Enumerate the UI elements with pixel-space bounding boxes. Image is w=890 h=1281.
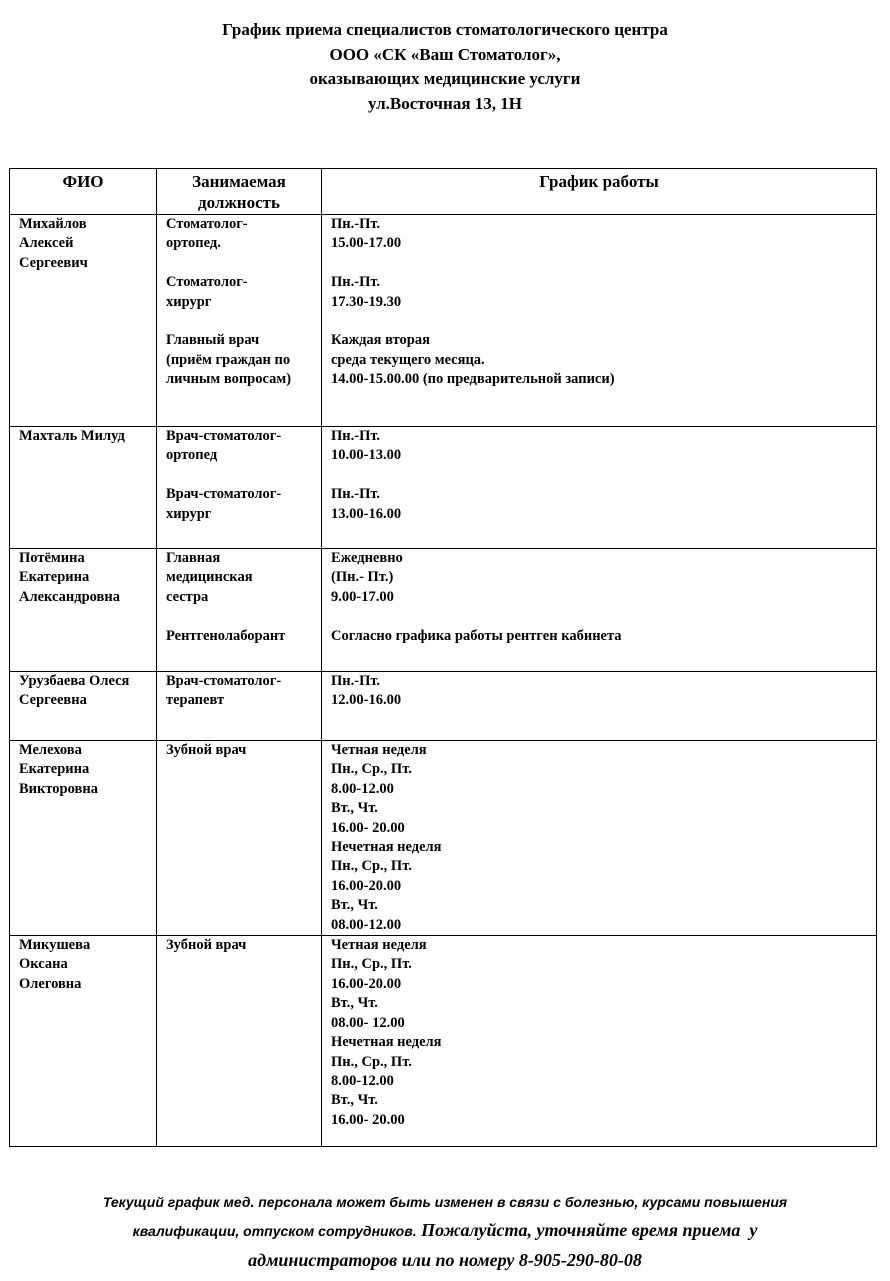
title-line: оказывающих медицинские услуги <box>309 69 581 88</box>
cell-line: Согласно графика работы рентген кабинета <box>331 627 622 644</box>
cell-line: Врач-стоматолог- <box>166 673 282 689</box>
table-header-row <box>10 169 877 215</box>
cell-line: Главная <box>166 550 221 566</box>
cell-line: терапевт <box>166 692 225 709</box>
cell-line: 12.00-16.00 <box>331 692 402 709</box>
title-line: ООО «СК «Ваш Стоматолог», <box>329 44 561 64</box>
table-row <box>10 215 877 427</box>
cell-line: Врач-стоматолог- <box>166 428 282 444</box>
cell-line: 14.00-15.00.00 (по предварительной записи) <box>331 371 615 388</box>
cell-line <box>166 312 317 331</box>
cell-line: среда текущего месяца. <box>331 351 485 368</box>
cell-line: Вт., Чт. <box>331 1092 378 1109</box>
cell-line: Пн.-Пт. <box>331 216 381 232</box>
cell-position <box>157 741 322 936</box>
cell-line: Екатерина <box>19 761 90 778</box>
cell-name <box>10 741 157 936</box>
cell-position <box>157 672 322 741</box>
cell-line: хирург <box>166 505 212 522</box>
cell-line: Четная неделя <box>331 742 427 758</box>
cell-schedule <box>322 549 877 672</box>
cell-position <box>157 215 322 427</box>
cell-line: 17.30-19.30 <box>331 293 402 310</box>
cell-line: Микушева <box>19 937 91 954</box>
cell-line: Нечетная неделя <box>331 1034 442 1051</box>
cell-line: Пн., Ср., Пт. <box>331 956 412 973</box>
footer-line-2a: квалификации, отпуском сотрудников. <box>132 1223 417 1239</box>
cell-schedule <box>322 215 877 427</box>
cell-name <box>10 936 157 1147</box>
cell-line: 8.00-12.00 <box>331 780 394 797</box>
footer-line-2 <box>0 1216 890 1246</box>
cell-line: Рентгенолаборант <box>166 627 286 644</box>
cell-name <box>10 215 157 427</box>
cell-line: Четная неделя <box>331 937 427 954</box>
cell-line <box>166 466 317 485</box>
cell-line: 16.00-20.00 <box>331 877 402 894</box>
cell-line: 16.00- 20.00 <box>331 819 405 836</box>
cell-line: Зубной врач <box>166 937 247 954</box>
cell-line: Махталь Милуд <box>19 428 125 444</box>
table-row <box>10 427 877 549</box>
cell-line: Стоматолог- <box>166 216 248 232</box>
cell-line: Ежедневно <box>331 550 403 566</box>
cell-line: Олеговна <box>19 975 82 992</box>
cell-line: Главный врач <box>166 332 260 349</box>
cell-line: Екатерина <box>19 569 90 586</box>
footer-line-1: Текущий график мед. персонала может быть изменен в связи с болезнью, курсами повышения <box>102 1194 788 1210</box>
footer-note <box>0 1188 890 1274</box>
cell-line: Урузбаева Олеся <box>19 673 130 689</box>
cell-position <box>157 427 322 549</box>
cell-line: Вт., Чт. <box>331 800 378 817</box>
cell-line: Каждая вторая <box>331 332 430 349</box>
cell-line: Нечетная неделя <box>331 839 442 856</box>
footer-line-2b: Пожалуйста, уточняйте время приема у <box>416 1220 758 1240</box>
cell-line: Пн., Ср., Пт. <box>331 761 412 778</box>
cell-line: Пн.-Пт. <box>331 486 381 503</box>
footer-line-3: администраторов или по номеру 8-905-290-80-08 <box>248 1250 642 1270</box>
cell-line <box>331 466 872 485</box>
cell-line: Стоматолог- <box>166 274 248 291</box>
header-schedule: График работы <box>322 169 877 215</box>
cell-schedule <box>322 672 877 741</box>
cell-line: Вт., Чт. <box>331 897 378 914</box>
cell-name <box>10 549 157 672</box>
cell-line: Михайлов <box>19 216 87 232</box>
cell-line: 8.00-12.00 <box>331 1072 394 1089</box>
title-line: График приема специалистов стоматологического центра <box>222 20 668 39</box>
cell-line: 16.00- 20.00 <box>331 1111 405 1128</box>
cell-line: ортопед <box>166 447 218 464</box>
header-position: Занимаемая должность <box>157 169 322 215</box>
cell-line: 16.00-20.00 <box>331 975 402 992</box>
cell-schedule <box>322 741 877 936</box>
cell-line <box>331 312 872 331</box>
cell-line: 10.00-13.00 <box>331 447 402 464</box>
cell-line: Пн., Ср., Пт. <box>331 1053 412 1070</box>
cell-line: Сергеевич <box>19 254 88 271</box>
document-title <box>0 18 890 116</box>
cell-line: Александровна <box>19 588 120 605</box>
cell-line: Пн.-Пт. <box>331 673 381 689</box>
cell-name <box>10 672 157 741</box>
cell-line: Сергеевна <box>19 692 87 709</box>
cell-line: (приём граждан по <box>166 351 291 368</box>
cell-position <box>157 936 322 1147</box>
cell-line: Потёмина <box>19 550 85 566</box>
cell-line: Врач-стоматолог- <box>166 486 282 503</box>
cell-line <box>331 254 872 273</box>
header-fio: ФИО <box>10 169 157 215</box>
cell-line: Пн., Ср., Пт. <box>331 858 412 875</box>
cell-line: Мелехова <box>19 742 82 758</box>
cell-schedule <box>322 936 877 1147</box>
cell-line: Алексей <box>19 235 74 252</box>
cell-line: медицинская <box>166 569 253 586</box>
cell-line: 08.00-12.00 <box>331 916 402 933</box>
cell-line: личным вопросам) <box>166 371 292 388</box>
table-row <box>10 936 877 1147</box>
table-row <box>10 741 877 936</box>
title-line: ул.Восточная 13, 1Н <box>368 93 522 113</box>
cell-line: сестра <box>166 588 209 605</box>
cell-line: 08.00- 12.00 <box>331 1014 405 1031</box>
cell-line: ортопед. <box>166 235 221 252</box>
cell-line: Вт., Чт. <box>331 995 378 1012</box>
cell-line <box>166 607 317 626</box>
cell-line: Пн.-Пт. <box>331 274 381 291</box>
cell-line: Оксана <box>19 956 68 973</box>
cell-line <box>166 254 317 273</box>
schedule-table <box>9 168 877 1147</box>
cell-line: Пн.-Пт. <box>331 428 381 444</box>
cell-line: Зубной врач <box>166 742 247 758</box>
cell-line: 9.00-17.00 <box>331 588 394 605</box>
cell-line <box>331 607 872 626</box>
cell-line: 13.00-16.00 <box>331 505 402 522</box>
cell-line: (Пн.- Пт.) <box>331 569 394 586</box>
cell-line: Викторовна <box>19 780 98 797</box>
cell-name <box>10 427 157 549</box>
table-row <box>10 549 877 672</box>
cell-schedule <box>322 427 877 549</box>
cell-position <box>157 549 322 672</box>
table-row <box>10 672 877 741</box>
cell-line: 15.00-17.00 <box>331 235 402 252</box>
cell-line: хирург <box>166 293 212 310</box>
